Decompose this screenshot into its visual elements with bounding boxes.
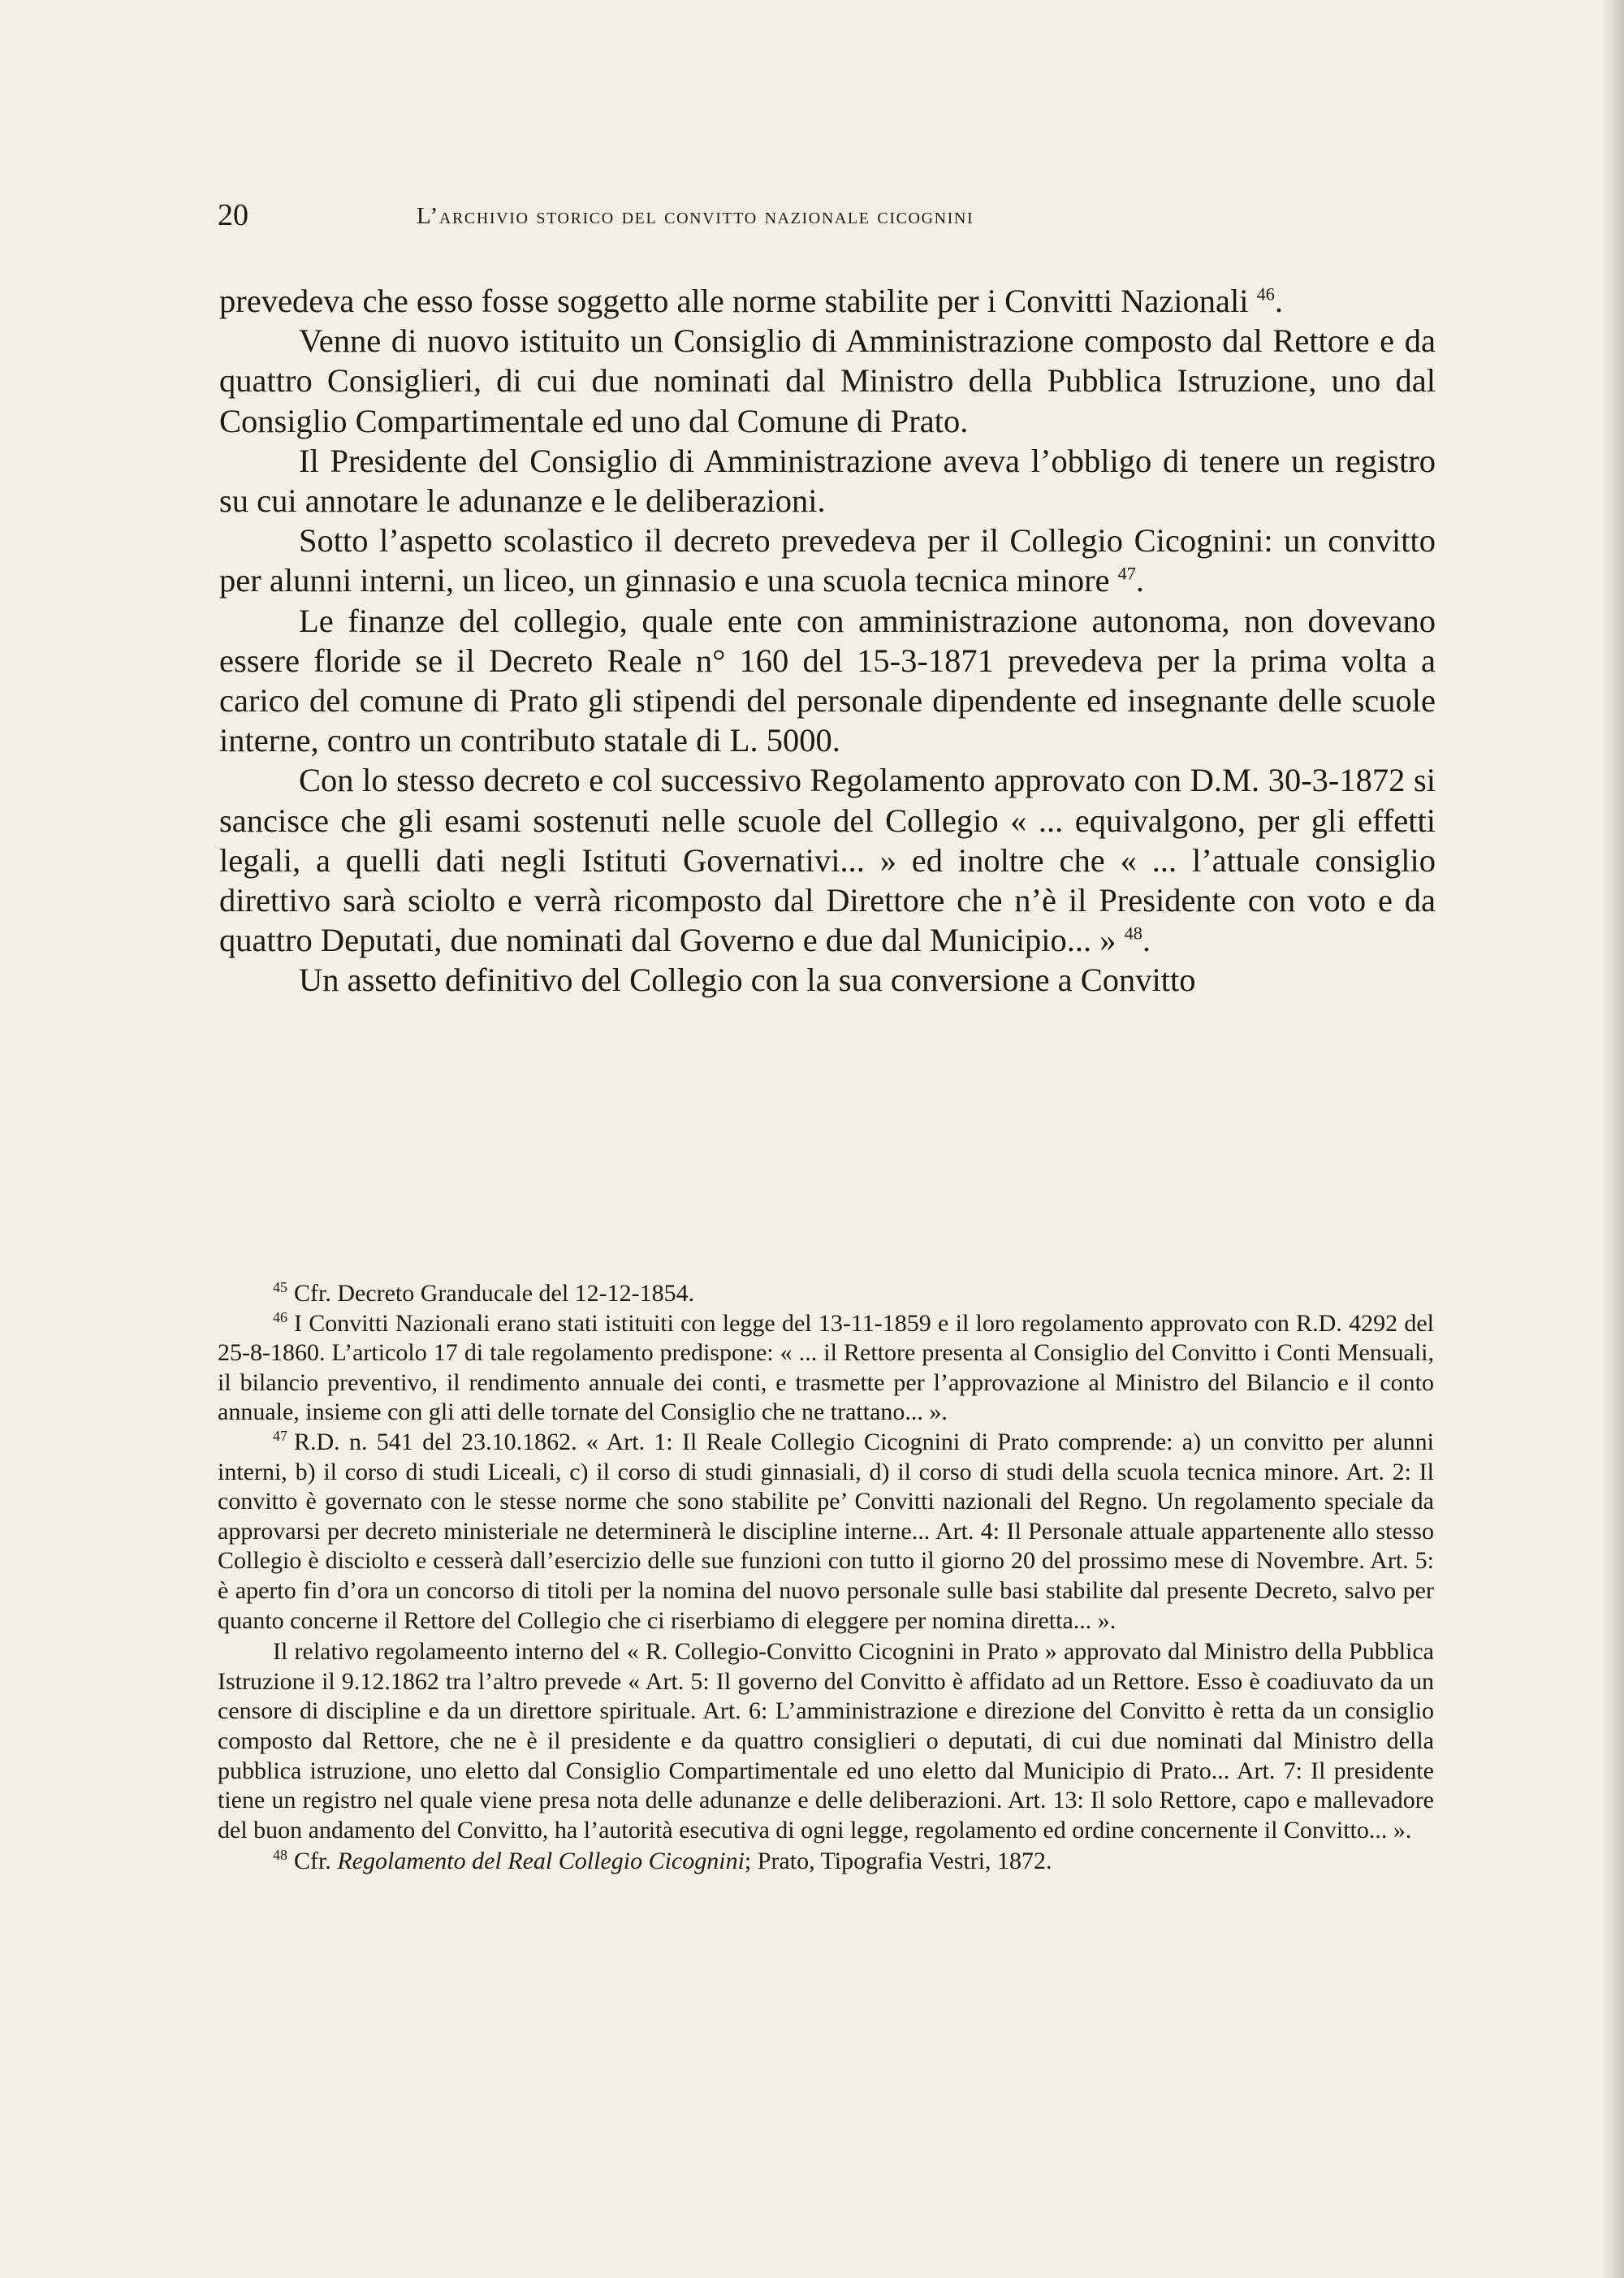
footnote-ref-47: 47: [1117, 563, 1136, 584]
page-header: [218, 199, 1241, 231]
paragraph-1: prevedeva che esso fosse soggetto alle norme stabilite per i Convitti Nazionali $^{46}$.: [219, 283, 1284, 319]
page-edge-shadow: [1603, 0, 1624, 2278]
main-text: [219, 281, 1436, 1001]
page-number: 20: [218, 198, 248, 232]
paragraph-6: Con lo stesso decreto e col successivo Regolamento approvato con D.M. 30-3-1872 si sancisce che gli esami sostenuti nelle scuole del Collegio « ... equivalgono, per gli effetti legali, a quelli dati negli Istituti Governativi... » ed inoltre che « ... l’attuale consiglio direttivo sarà sciolto e verrà ricomposto dal Direttore che n’è il Presidente con voto e da quattro Deputati, due nominati dal Governo e due dal Municipio... » $^{48}$.: [219, 762, 1436, 959]
paragraph-5: Le finanze del collegio, quale ente con amministrazione autonoma, non dovevano essere floride se il Decreto Reale n° 160 del 15-3-1871 prevedeva per la prima volta a carico del comune di Prato gli stipendi del personale dipendente ed insegnante delle scuole interne, contro un contributo statale di L. 5000.: [219, 602, 1436, 759]
paragraph-4: Sotto l’aspetto scolastico il decreto prevedeva per il Collegio Cicognini: un convitto per alunni interni, un liceo, un ginnasio e una scuola tecnica minore $^{47}$.: [219, 522, 1436, 599]
footnote-ref-46: 46: [1256, 283, 1275, 305]
footnote-47-continued: Il relativo regolameento interno del « R. Collegio-Convitto Cicognini in Prato » approvato dal Ministro della Pubblica Istruzione il 9.12.1862 tra l’altro prevede « Art. 5: Il governo del Convitto è affidato ad un Rettore. Esso è coadiuvato da un censore di discipline e da un direttore spirituale. Art. 6: L’amministrazione e direzione del Convitto è retta da un consiglio composto dal Rettore, che ne è il presidente e da quattro consiglieri o deputati, di cui due nominati dal Ministro della pubblica istruzione, uno eletto dal Consiglio Compartimentale ed uno eletto dal Municipio di Prato... Art. 7: Il presidente tiene un registro nel quale viene presa nota delle adunanze e delle deliberazioni. Art. 13: Il solo Rettore, capo e mallevadore del buon andamento del Convitto, ha l’autorità esecutiva di ogni legge, regolamento ed ordine concernente il Convitto... ».: [218, 1638, 1434, 1844]
paragraph-3: Il Presidente del Consiglio di Amministrazione aveva l’obbligo di tenere un registro su cui annotare le adunanze e le deliberazioni.: [219, 442, 1436, 520]
footnote-ref-48: 48: [1124, 923, 1142, 944]
footnote-48: $^{48}$ Cfr. Regolamento del Real Collegio Cicognini; Prato, Tipografia Vestri, 1872.: [273, 1847, 1052, 1875]
cited-title: Regolamento del Real Collegio Cicognini: [337, 1848, 745, 1875]
running-head: l’archivio storico del convitto nazionale cicognini: [417, 203, 974, 229]
paragraph-2: Venne di nuovo istituito un Consiglio di Amministrazione composto dal Rettore e da quattro Consiglieri, di cui due nominati dal Ministro della Pubblica Istruzione, uno dal Consiglio Compartimentale ed uno dal Comune di Prato.: [219, 322, 1436, 439]
footnote-46: $^{46}$ I Convitti Nazionali erano stati istituiti con legge del 13-11-1859 e il loro regolamento approvato con R.D. 4292 del 25-8-1860. L’articolo 17 di tale regolamento predispone: « ... il Rettore presenta al Consiglio del Convitto i Conti Mensuali, il bilancio preventivo, il rendimento annuale dei conti, e trasmette per l’approvazione al Ministro del Bilancio e il conto annuale, insieme con gli atti delle tornate del Consiglio che ne trattano... ».: [218, 1308, 1434, 1426]
footnotes: [218, 1279, 1434, 1877]
paragraph-7: Un assetto definitivo del Collegio con la sua conversione a Convitto: [299, 962, 1196, 999]
footnote-47: $^{47}$ R.D. n. 541 del 23.10.1862. « Art. 1: Il Reale Collegio Cicognini di Prato comprende: a) un convitto per alunni interni, b) il corso di studi Liceali, c) il corso di studi ginnasiali, d) il corso di studi della scuola tecnica minore. Art. 2: Il convitto è governato con le stesse norme che sono stabilite pe’ Convitti nazionali del Regno. Un regolamento speciale da approvarsi per decreto ministeriale ne determinerà le discipline interne... Art. 4: Il Personale attuale appartenente allo stesso Collegio è disciolto e cesserà dall’esercizio delle sue funzioni con tutto il giorno 20 del prossimo mese di Novembre. Art. 5: è aperto fin d’ora un concorso di titoli per la nomina del nuovo personale sulle basi stabilite dal presente Decreto, salvo per quanto concerne il Rettore del Collegio che ci riserbiamo di eleggere per nomina diretta... ».: [218, 1427, 1434, 1634]
footnote-45: $^{45}$ Cfr. Decreto Granducale del 12-12-1854.: [273, 1279, 695, 1307]
